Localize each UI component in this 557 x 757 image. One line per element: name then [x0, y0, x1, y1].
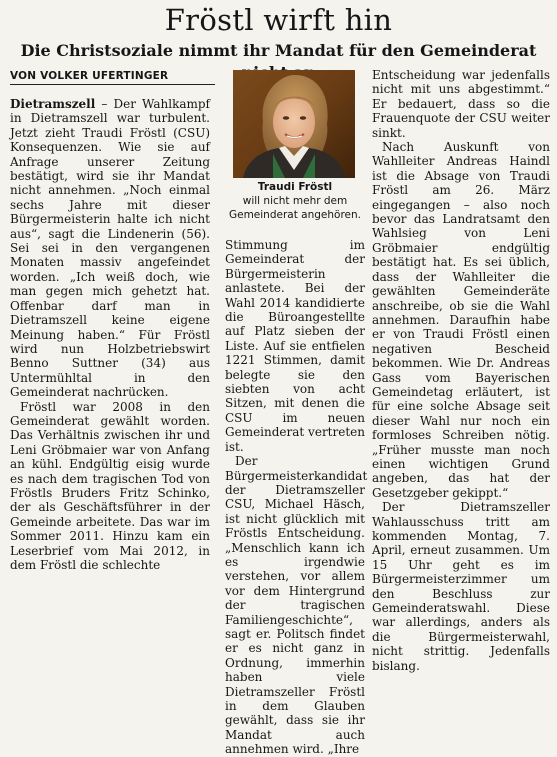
photo-caption — [228, 180, 362, 222]
article-column-2 — [225, 238, 368, 757]
subheadline: Die Christsoziale nimmt ihr Mandat für den Gemeinderat — [20, 41, 537, 60]
paragraph — [10, 97, 210, 400]
byline-divider — [10, 84, 215, 85]
caption-name: Traudi Fröstl — [257, 181, 333, 193]
paragraph: Entscheidung war jedenfalls nicht mit uns abgestimmt.“ Er bedauert, dass so die Frauenquote der CSU weiter sinkt. — [372, 68, 550, 140]
caption-text: will nicht mehr dem Gemeinderat angehören. — [228, 195, 362, 221]
headline: Fröstl wirft hin — [164, 3, 393, 37]
paragraph: Stimmung im Gemeinderat der Bürgermeisterin anlastete. Bei der Wahl 2014 kandidierte die Büroangestellte auf Platz sieben der Liste. Auf sie entfielen 1221 Stimmen, damit belegte sie den siebten von acht Sitzen, mit denen die CSU im neuen Gemeinderat vertreten ist. — [225, 238, 365, 454]
paragraph-text: – Der Wahlkampf in Dietramszell war turbulent. Jetzt zieht Traudi Fröstl (CSU) Konsequenzen. Wie sie auf Anfrage unserer Zeitung bestätigt, wird sie ihr Mandat nicht annehmen. „Noch einmal sechs Jahre mit dieser Bürgermeisterin halte ich nicht aus“, sagt die Lindenerin (56). Sei sei in den vergangenen Monaten massiv angefeindet worden. „Ich weiß doch, wie man gegen mich gehetzt hat. Offenbar darf man in Dietramszell keine eigene Meinung haben.“ Für Fröstl wird nun Holzbetriebswirt Benno Suttner (34) aus Untermühltal in den Gemeinderat nachrücken. — [10, 97, 210, 400]
byline: VON VOLKER UFERTINGER — [10, 70, 169, 82]
paragraph: Fröstl war 2008 in den Gemeinderat gewählt worden. Das Verhältnis zwischen ihr und Leni Gröbmaier war von Anfang an kühl. Endgültig eisig wurde es nach dem tragischen Tod von Fröstls Bruders Fritz Schinko, der als Geschäftsführer in der Gemeinde arbeitete. Das war im Sommer 2011. Hinzu kam ein Leserbrief vom Mai 2012, in dem Fröstl die schlechte — [10, 399, 210, 572]
paragraph: Der Bürgermeisterkandidat der Dietramszeller CSU, Michael Häsch, ist nicht glücklich mit Fröstls Entscheidung. „Menschlich kann ich es irgendwie verstehen, vor allem vor dem Hintergrund der tragischen Familiengeschichte“, sagt er. Politsch findet er es nicht ganz in Ordnung, immerhin haben viele Dietramszeller Fröstl in dem Glauben gewählt, dass sie ihr Mandat auch annehmen wird. „Ihre — [225, 454, 368, 757]
article-column-1 — [10, 97, 210, 572]
article-column-3 — [372, 68, 550, 673]
dateline: Dietramszell — [10, 97, 96, 111]
portrait-image — [233, 70, 355, 178]
portrait-photo — [233, 70, 355, 178]
paragraph: Nach Auskunft von Wahlleiter Andreas Haindl ist die Absage von Traudi Fröstl am 26. März eingegangen – also noch bevor das Landratsamt den Wahlsieg von Leni Gröbmaier endgültig bestätigt hat. Es sei üblich, dass der Wahlleiter die gewählten Gemeinderäte anschreibe, ob sie die Wahl annehmen. Daraufhin habe er von Traudi Fröstl einen negativen Bescheid bekommen. Wie Dr. Andreas Gass vom Bayerischen Gemeindetag erläutert, ist für eine solche Absage seit dieser Wahl nur noch ein formloses Schreiben nötig. „Früher musste man noch einen wichtigen Grund angeben, das hat der Gesetzgeber gekippt.“ — [372, 140, 550, 500]
paragraph: Der Dietramszeller Wahlausschuss tritt am kommenden Montag, 7. April, erneut zusammen. Um 15 Uhr geht es im Bürgermeisterzimmer um den Beschluss zur Gemeinderatswahl. Diese war allerdings, anders als die Bürgermeisterwahl, nicht strittig. Jedenfalls bislang. — [372, 500, 550, 673]
